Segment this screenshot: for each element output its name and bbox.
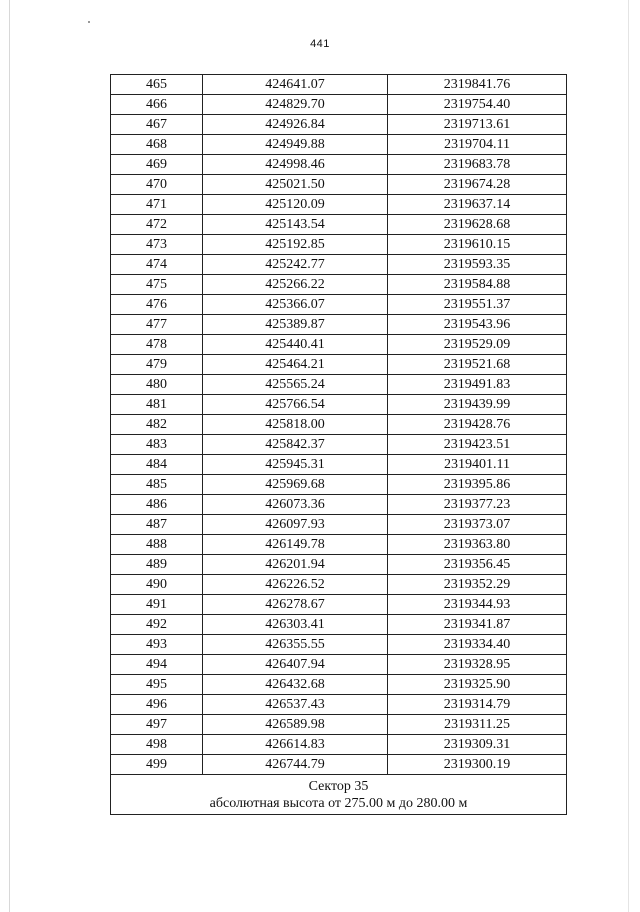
y-coordinate-cell: 2319521.68 [388, 355, 567, 375]
point-number-cell: 477 [111, 315, 203, 335]
point-number-cell: 465 [111, 75, 203, 95]
table-row [111, 715, 567, 735]
sector-title: Сектор 35 [308, 779, 369, 794]
y-coordinate-cell: 2319428.76 [388, 415, 567, 435]
scan-edge-right [628, 0, 629, 912]
x-coordinate-cell: 425389.87 [203, 315, 388, 335]
table-row [111, 655, 567, 675]
table-row [111, 635, 567, 655]
point-number-cell: 478 [111, 335, 203, 355]
x-coordinate-cell: 425969.68 [203, 475, 388, 495]
point-number-cell: 487 [111, 515, 203, 535]
point-number-cell: 480 [111, 375, 203, 395]
y-coordinate-cell: 2319754.40 [388, 95, 567, 115]
point-number-cell: 468 [111, 135, 203, 155]
x-coordinate-cell: 424829.70 [203, 95, 388, 115]
y-coordinate-cell: 2319610.15 [388, 235, 567, 255]
x-coordinate-cell: 426303.41 [203, 615, 388, 635]
table-row [111, 135, 567, 155]
point-number-cell: 499 [111, 755, 203, 775]
table-row [111, 195, 567, 215]
table-row [111, 155, 567, 175]
x-coordinate-cell: 426744.79 [203, 755, 388, 775]
point-number-cell: 469 [111, 155, 203, 175]
point-number-cell: 484 [111, 455, 203, 475]
y-coordinate-cell: 2319334.40 [388, 635, 567, 655]
point-number-cell: 488 [111, 535, 203, 555]
y-coordinate-cell: 2319328.95 [388, 655, 567, 675]
x-coordinate-cell: 424949.88 [203, 135, 388, 155]
y-coordinate-cell: 2319713.61 [388, 115, 567, 135]
point-number-cell: 486 [111, 495, 203, 515]
sector-footer-row [111, 775, 567, 815]
x-coordinate-cell: 425818.00 [203, 415, 388, 435]
y-coordinate-cell: 2319373.07 [388, 515, 567, 535]
y-coordinate-cell: 2319704.11 [388, 135, 567, 155]
scan-speck [88, 21, 90, 23]
point-number-cell: 495 [111, 675, 203, 695]
point-number-cell: 470 [111, 175, 203, 195]
y-coordinate-cell: 2319637.14 [388, 195, 567, 215]
table-row [111, 475, 567, 495]
x-coordinate-cell: 426537.43 [203, 695, 388, 715]
point-number-cell: 497 [111, 715, 203, 735]
y-coordinate-cell: 2319439.99 [388, 395, 567, 415]
point-number-cell: 481 [111, 395, 203, 415]
point-number-cell: 498 [111, 735, 203, 755]
x-coordinate-cell: 426355.55 [203, 635, 388, 655]
point-number-cell: 490 [111, 575, 203, 595]
y-coordinate-cell: 2319395.86 [388, 475, 567, 495]
y-coordinate-cell: 2319344.93 [388, 595, 567, 615]
table-row [111, 335, 567, 355]
point-number-cell: 471 [111, 195, 203, 215]
y-coordinate-cell: 2319363.80 [388, 535, 567, 555]
y-coordinate-cell: 2319491.83 [388, 375, 567, 395]
table-row [111, 175, 567, 195]
y-coordinate-cell: 2319325.90 [388, 675, 567, 695]
y-coordinate-cell: 2319352.29 [388, 575, 567, 595]
y-coordinate-cell: 2319593.35 [388, 255, 567, 275]
y-coordinate-cell: 2319674.28 [388, 175, 567, 195]
x-coordinate-cell: 426278.67 [203, 595, 388, 615]
table-row [111, 435, 567, 455]
point-number-cell: 482 [111, 415, 203, 435]
x-coordinate-cell: 425266.22 [203, 275, 388, 295]
y-coordinate-cell: 2319314.79 [388, 695, 567, 715]
y-coordinate-cell: 2319423.51 [388, 435, 567, 455]
x-coordinate-cell: 424926.84 [203, 115, 388, 135]
y-coordinate-cell: 2319311.25 [388, 715, 567, 735]
point-number-cell: 496 [111, 695, 203, 715]
x-coordinate-cell: 426407.94 [203, 655, 388, 675]
x-coordinate-cell: 425143.54 [203, 215, 388, 235]
point-number-cell: 483 [111, 435, 203, 455]
point-number-cell: 489 [111, 555, 203, 575]
table-row [111, 755, 567, 775]
x-coordinate-cell: 425842.37 [203, 435, 388, 455]
coordinates-table-body [111, 75, 567, 775]
y-coordinate-cell: 2319309.31 [388, 735, 567, 755]
y-coordinate-cell: 2319543.96 [388, 315, 567, 335]
x-coordinate-cell: 426589.98 [203, 715, 388, 735]
sector-altitude: абсолютная высота от 275.00 м до 280.00 м [209, 796, 468, 811]
table-row [111, 495, 567, 515]
table-row [111, 75, 567, 95]
table-row [111, 115, 567, 135]
table-row [111, 415, 567, 435]
point-number-cell: 467 [111, 115, 203, 135]
y-coordinate-cell: 2319356.45 [388, 555, 567, 575]
point-number-cell: 491 [111, 595, 203, 615]
y-coordinate-cell: 2319341.87 [388, 615, 567, 635]
y-coordinate-cell: 2319683.78 [388, 155, 567, 175]
point-number-cell: 485 [111, 475, 203, 495]
x-coordinate-cell: 425440.41 [203, 335, 388, 355]
x-coordinate-cell: 425192.85 [203, 235, 388, 255]
point-number-cell: 474 [111, 255, 203, 275]
table-row [111, 675, 567, 695]
table-row [111, 515, 567, 535]
x-coordinate-cell: 425021.50 [203, 175, 388, 195]
table-row [111, 275, 567, 295]
y-coordinate-cell: 2319401.11 [388, 455, 567, 475]
point-number-cell: 479 [111, 355, 203, 375]
table-row [111, 595, 567, 615]
point-number-cell: 493 [111, 635, 203, 655]
table-row [111, 215, 567, 235]
point-number-cell: 473 [111, 235, 203, 255]
y-coordinate-cell: 2319300.19 [388, 755, 567, 775]
coordinates-table [110, 74, 567, 815]
y-coordinate-cell: 2319841.76 [388, 75, 567, 95]
x-coordinate-cell: 426149.78 [203, 535, 388, 555]
table-row [111, 695, 567, 715]
y-coordinate-cell: 2319529.09 [388, 335, 567, 355]
x-coordinate-cell: 426614.83 [203, 735, 388, 755]
scan-edge-left [9, 0, 10, 912]
x-coordinate-cell: 426097.93 [203, 515, 388, 535]
x-coordinate-cell: 426073.36 [203, 495, 388, 515]
table-row [111, 575, 567, 595]
x-coordinate-cell: 425464.21 [203, 355, 388, 375]
y-coordinate-cell: 2319377.23 [388, 495, 567, 515]
table-row [111, 735, 567, 755]
point-number-cell: 492 [111, 615, 203, 635]
point-number-cell: 476 [111, 295, 203, 315]
x-coordinate-cell: 425945.31 [203, 455, 388, 475]
sector-footer-cell [111, 775, 567, 815]
x-coordinate-cell: 425366.07 [203, 295, 388, 315]
y-coordinate-cell: 2319584.88 [388, 275, 567, 295]
table-row [111, 295, 567, 315]
table-row [111, 355, 567, 375]
table-row [111, 615, 567, 635]
point-number-cell: 466 [111, 95, 203, 115]
table-row [111, 95, 567, 115]
y-coordinate-cell: 2319628.68 [388, 215, 567, 235]
table-row [111, 315, 567, 335]
point-number-cell: 494 [111, 655, 203, 675]
x-coordinate-cell: 426432.68 [203, 675, 388, 695]
point-number-cell: 472 [111, 215, 203, 235]
x-coordinate-cell: 424998.46 [203, 155, 388, 175]
table-row [111, 535, 567, 555]
x-coordinate-cell: 425120.09 [203, 195, 388, 215]
y-coordinate-cell: 2319551.37 [388, 295, 567, 315]
table-row [111, 255, 567, 275]
x-coordinate-cell: 426226.52 [203, 575, 388, 595]
table-row [111, 375, 567, 395]
x-coordinate-cell: 426201.94 [203, 555, 388, 575]
table-row [111, 455, 567, 475]
x-coordinate-cell: 424641.07 [203, 75, 388, 95]
page-number: 441 [310, 38, 330, 50]
x-coordinate-cell: 425766.54 [203, 395, 388, 415]
table-row [111, 235, 567, 255]
table-row [111, 395, 567, 415]
x-coordinate-cell: 425565.24 [203, 375, 388, 395]
point-number-cell: 475 [111, 275, 203, 295]
x-coordinate-cell: 425242.77 [203, 255, 388, 275]
table-row [111, 555, 567, 575]
